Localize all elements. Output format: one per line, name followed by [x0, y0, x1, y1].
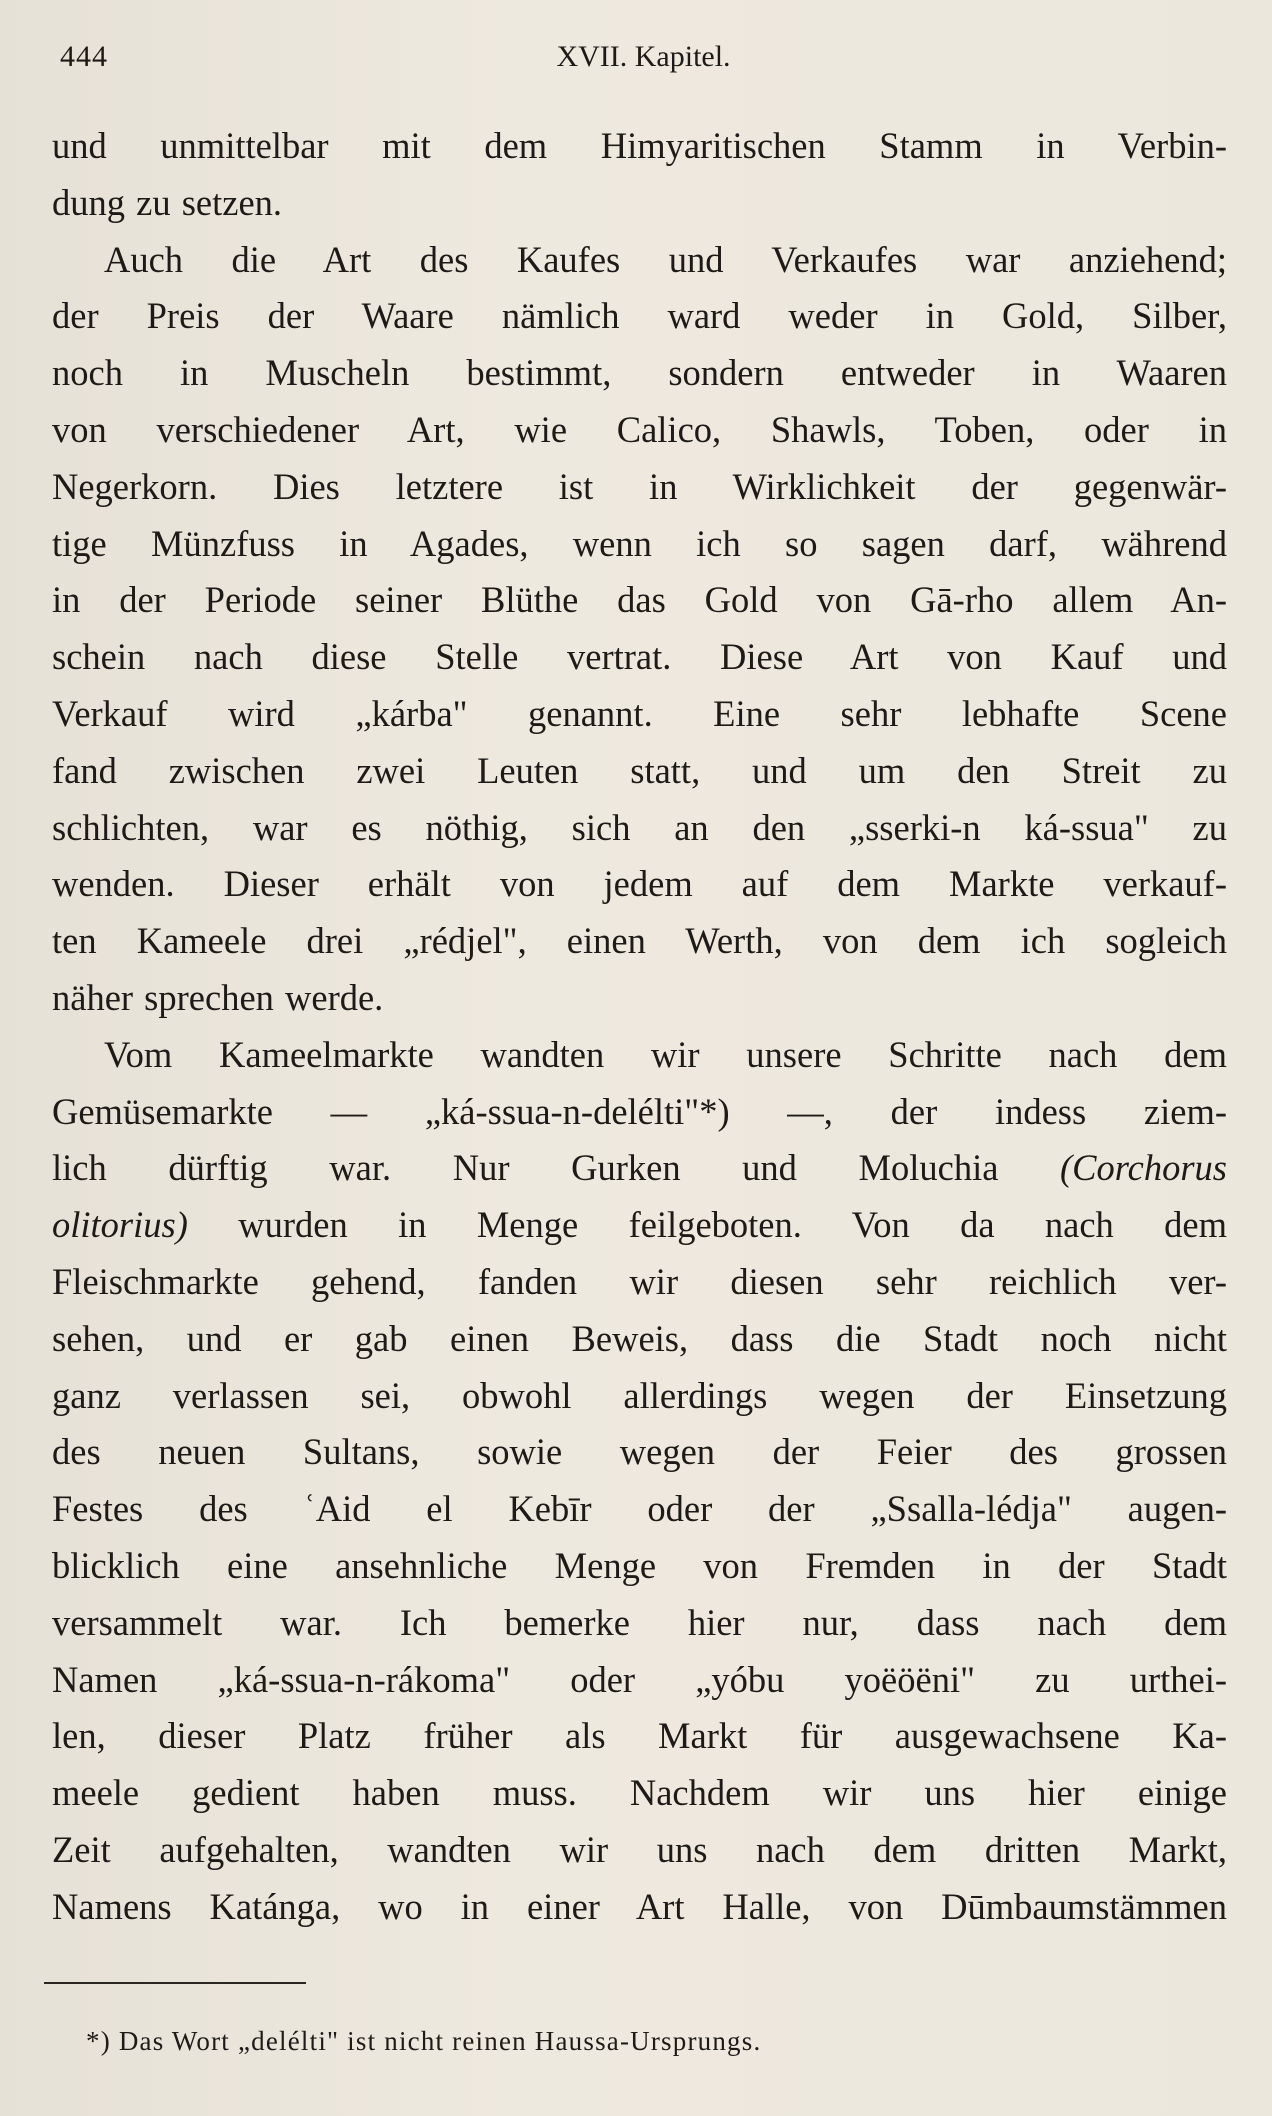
text-line: Verkauf wird „kárba" genannt. Eine sehr lebhafte Scene [52, 692, 1227, 734]
text-line: Fleischmarkte gehend, fanden wir diesen sehr reichlich ver- [52, 1260, 1227, 1302]
text-line: fand zwischen zwei Leuten statt, und um den Streit zu [52, 749, 1227, 791]
text-line: Auch die Art des Kaufes und Verkaufes war anziehend; [104, 238, 1227, 280]
text-line: versammelt war. Ich bemerke hier nur, dass nach dem [52, 1601, 1227, 1643]
text-line [52, 1197, 1227, 1254]
text-line: Namens Katánga, wo in einer Art Halle, von Dūmbaumstämmen [52, 1885, 1227, 1927]
page-number: 444 [60, 40, 108, 73]
italic-term: (Corchorus [1060, 1147, 1227, 1189]
text-line: schlichten, war es nöthig, sich an den „sserki-n ká-ssua" zu [52, 806, 1227, 848]
chapter-heading: XVII. Kapitel. [556, 40, 731, 73]
text-line: blicklich eine ansehnliche Menge von Fremden in der Stadt [52, 1544, 1227, 1586]
text-line: des neuen Sultans, sowie wegen der Feier des grossen [52, 1431, 1227, 1473]
text-line: noch in Muscheln bestimmt, sondern entweder in Waaren [52, 352, 1227, 394]
text-line: meele gedient haben muss. Nachdem wir uns hier einige [52, 1772, 1227, 1814]
text-line: schein nach diese Stelle vertrat. Diese Art von Kauf und [52, 636, 1227, 678]
italic-term: olitorius) [52, 1204, 188, 1246]
text-line: tige Münzfuss in Agades, wenn ich so sagen darf, während [52, 522, 1227, 564]
body-text [52, 118, 1227, 1936]
page-header [60, 40, 1227, 80]
text-line: und unmittelbar mit dem Himyaritischen Stamm in Verbin- [52, 125, 1227, 166]
text-line: Festes des ʿAid el Kebīr oder der „Ssalla-lédja" augen- [52, 1488, 1227, 1530]
text-line: len, dieser Platz früher als Markt für ausgewachsene Ka- [52, 1715, 1227, 1757]
footnote-divider [44, 1982, 306, 1984]
text-line: näher sprechen werde. [52, 976, 384, 1018]
text-line: Namen „ká-ssua-n-rákoma" oder „yóbu yoëöëni" zu urthei- [52, 1658, 1227, 1700]
text-line: Negerkorn. Dies letztere ist in Wirklichkeit der gegenwär- [52, 465, 1227, 507]
text-line: dung zu setzen. [52, 181, 283, 223]
text-line: in der Periode seiner Blüthe das Gold von Gā-rho allem An- [52, 579, 1227, 621]
text-line: wenden. Dieser erhält von jedem auf dem Markte verkauf- [52, 863, 1227, 905]
text-line: ten Kameele drei „rédjel", einen Werth, von dem ich sogleich [52, 920, 1227, 962]
text-line: ganz verlassen sei, obwohl allerdings wegen der Einsetzung [52, 1374, 1227, 1416]
text-line: der Preis der Waare nämlich ward weder in Gold, Silber, [52, 295, 1227, 337]
text-line [52, 1140, 1227, 1197]
text-fragment: wurden in Menge feilgeboten. Von da nach dem [238, 1204, 1228, 1246]
text-line: Gemüsemarkte — „ká-ssua-n-delélti"*) —, der indess ziem- [52, 1090, 1227, 1132]
text-line: von verschiedener Art, wie Calico, Shawls, Toben, oder in [52, 408, 1227, 450]
text-line: sehen, und er gab einen Beweis, dass die Stadt noch nicht [52, 1317, 1227, 1359]
text-line: Vom Kameelmarkte wandten wir unsere Schritte nach dem [104, 1033, 1227, 1075]
text-line: Zeit aufgehalten, wandten wir uns nach dem dritten Markt, [52, 1828, 1227, 1870]
footnote: *) Das Wort „delélti" ist nicht reinen Haussa-Ursprungs. [86, 2026, 762, 2056]
text-fragment: lich dürftig war. Nur Gurken und Moluchia [52, 1147, 999, 1189]
